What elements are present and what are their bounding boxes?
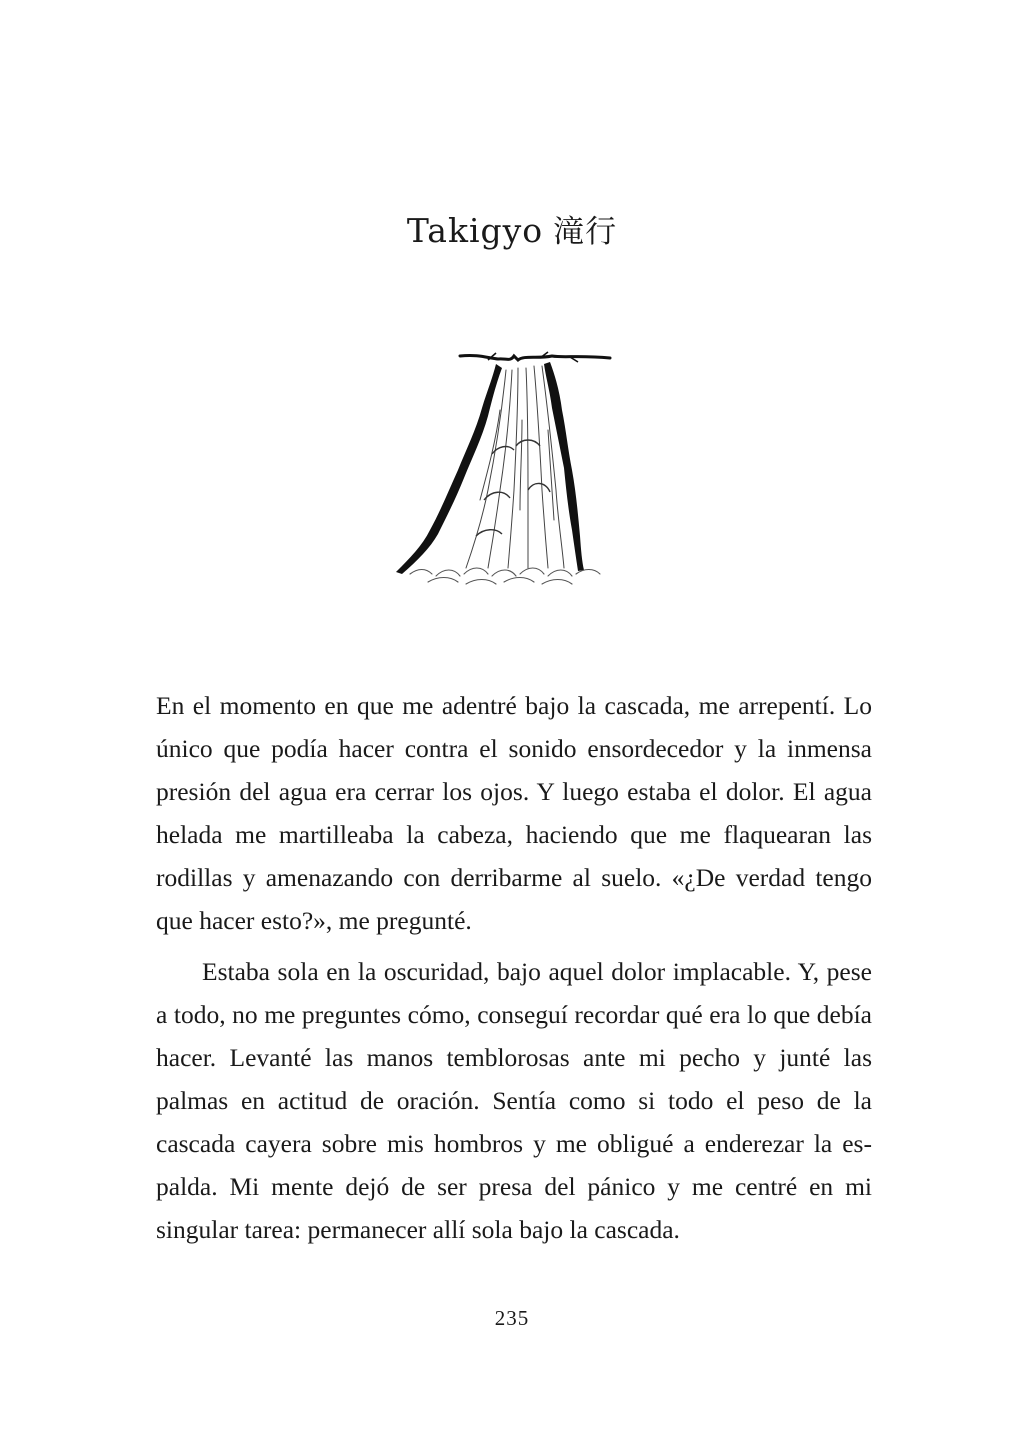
page-number: 235 (494, 1306, 530, 1330)
waterfall-icon (388, 350, 628, 590)
paragraph: Estaba sola en la oscuridad, bajo aquel dolor implacable. Y, pese a todo, no me preguntes cómo, conseguí recordar qué era lo que debía hacer. Levanté las manos temblorosas ante mi pecho y junté las palmas en actitud de oración. Sentía como si todo el peso de la cascada cayera sobre mis hombros y me obligué a enderezar la espalda. Mi mente dejó de ser presa del pánico y me centré en mi singular tarea: permanecer allí sola bajo la cascada. (156, 957, 872, 1244)
chapter-title-japanese: 滝行 (553, 214, 618, 250)
chapter-title-latin: Takigyo (406, 211, 544, 250)
chapter-title (0, 205, 1024, 258)
paragraph: En el momento en que me adentré bajo la cascada, me arrepentí. Lo único que podía hacer contra el sonido ensordecedor y la inmensa presión del agua era cerrar los ojos. Y luego estaba el dolor. El agua helada me martilleaba la cabeza, haciendo que me flaquearan las rodillas y amenazando con derribarme al suelo. «¿De verdad tengo que hacer esto?», me pregunté. (156, 691, 872, 935)
chapter-body (156, 684, 872, 1251)
